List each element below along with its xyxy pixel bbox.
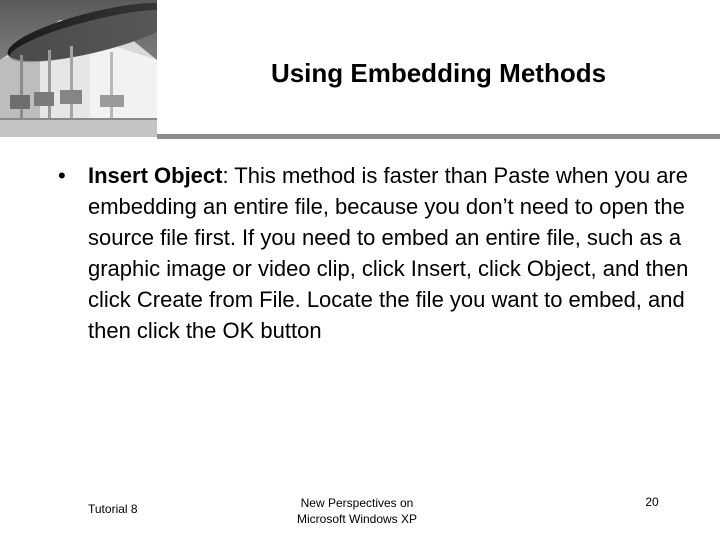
footer-course — [277, 495, 437, 527]
bullet-text — [88, 160, 698, 346]
bullet-marker: • — [58, 163, 66, 188]
page-number: 20 — [645, 495, 659, 509]
footer-course-line2: Microsoft Windows XP — [296, 512, 418, 526]
slide-title: Using Embedding Methods — [270, 58, 607, 88]
bullet-body: : This method is faster than Paste when you are embedding an entire file, because you don’t need to open the source file first. If you need to embed an entire file, such as a graphic image or video clip, click Insert, click Object, and then click Create from File. Locate the file you want to embed, and then click the OK button — [88, 163, 689, 343]
header-building-image — [0, 0, 157, 137]
footer-course-line1: New Perspectives on — [300, 496, 414, 510]
bullet-term: Insert Object — [88, 163, 223, 188]
footer-tutorial: Tutorial 8 — [88, 502, 138, 516]
bullet-item — [58, 160, 698, 346]
header-divider — [157, 134, 720, 139]
